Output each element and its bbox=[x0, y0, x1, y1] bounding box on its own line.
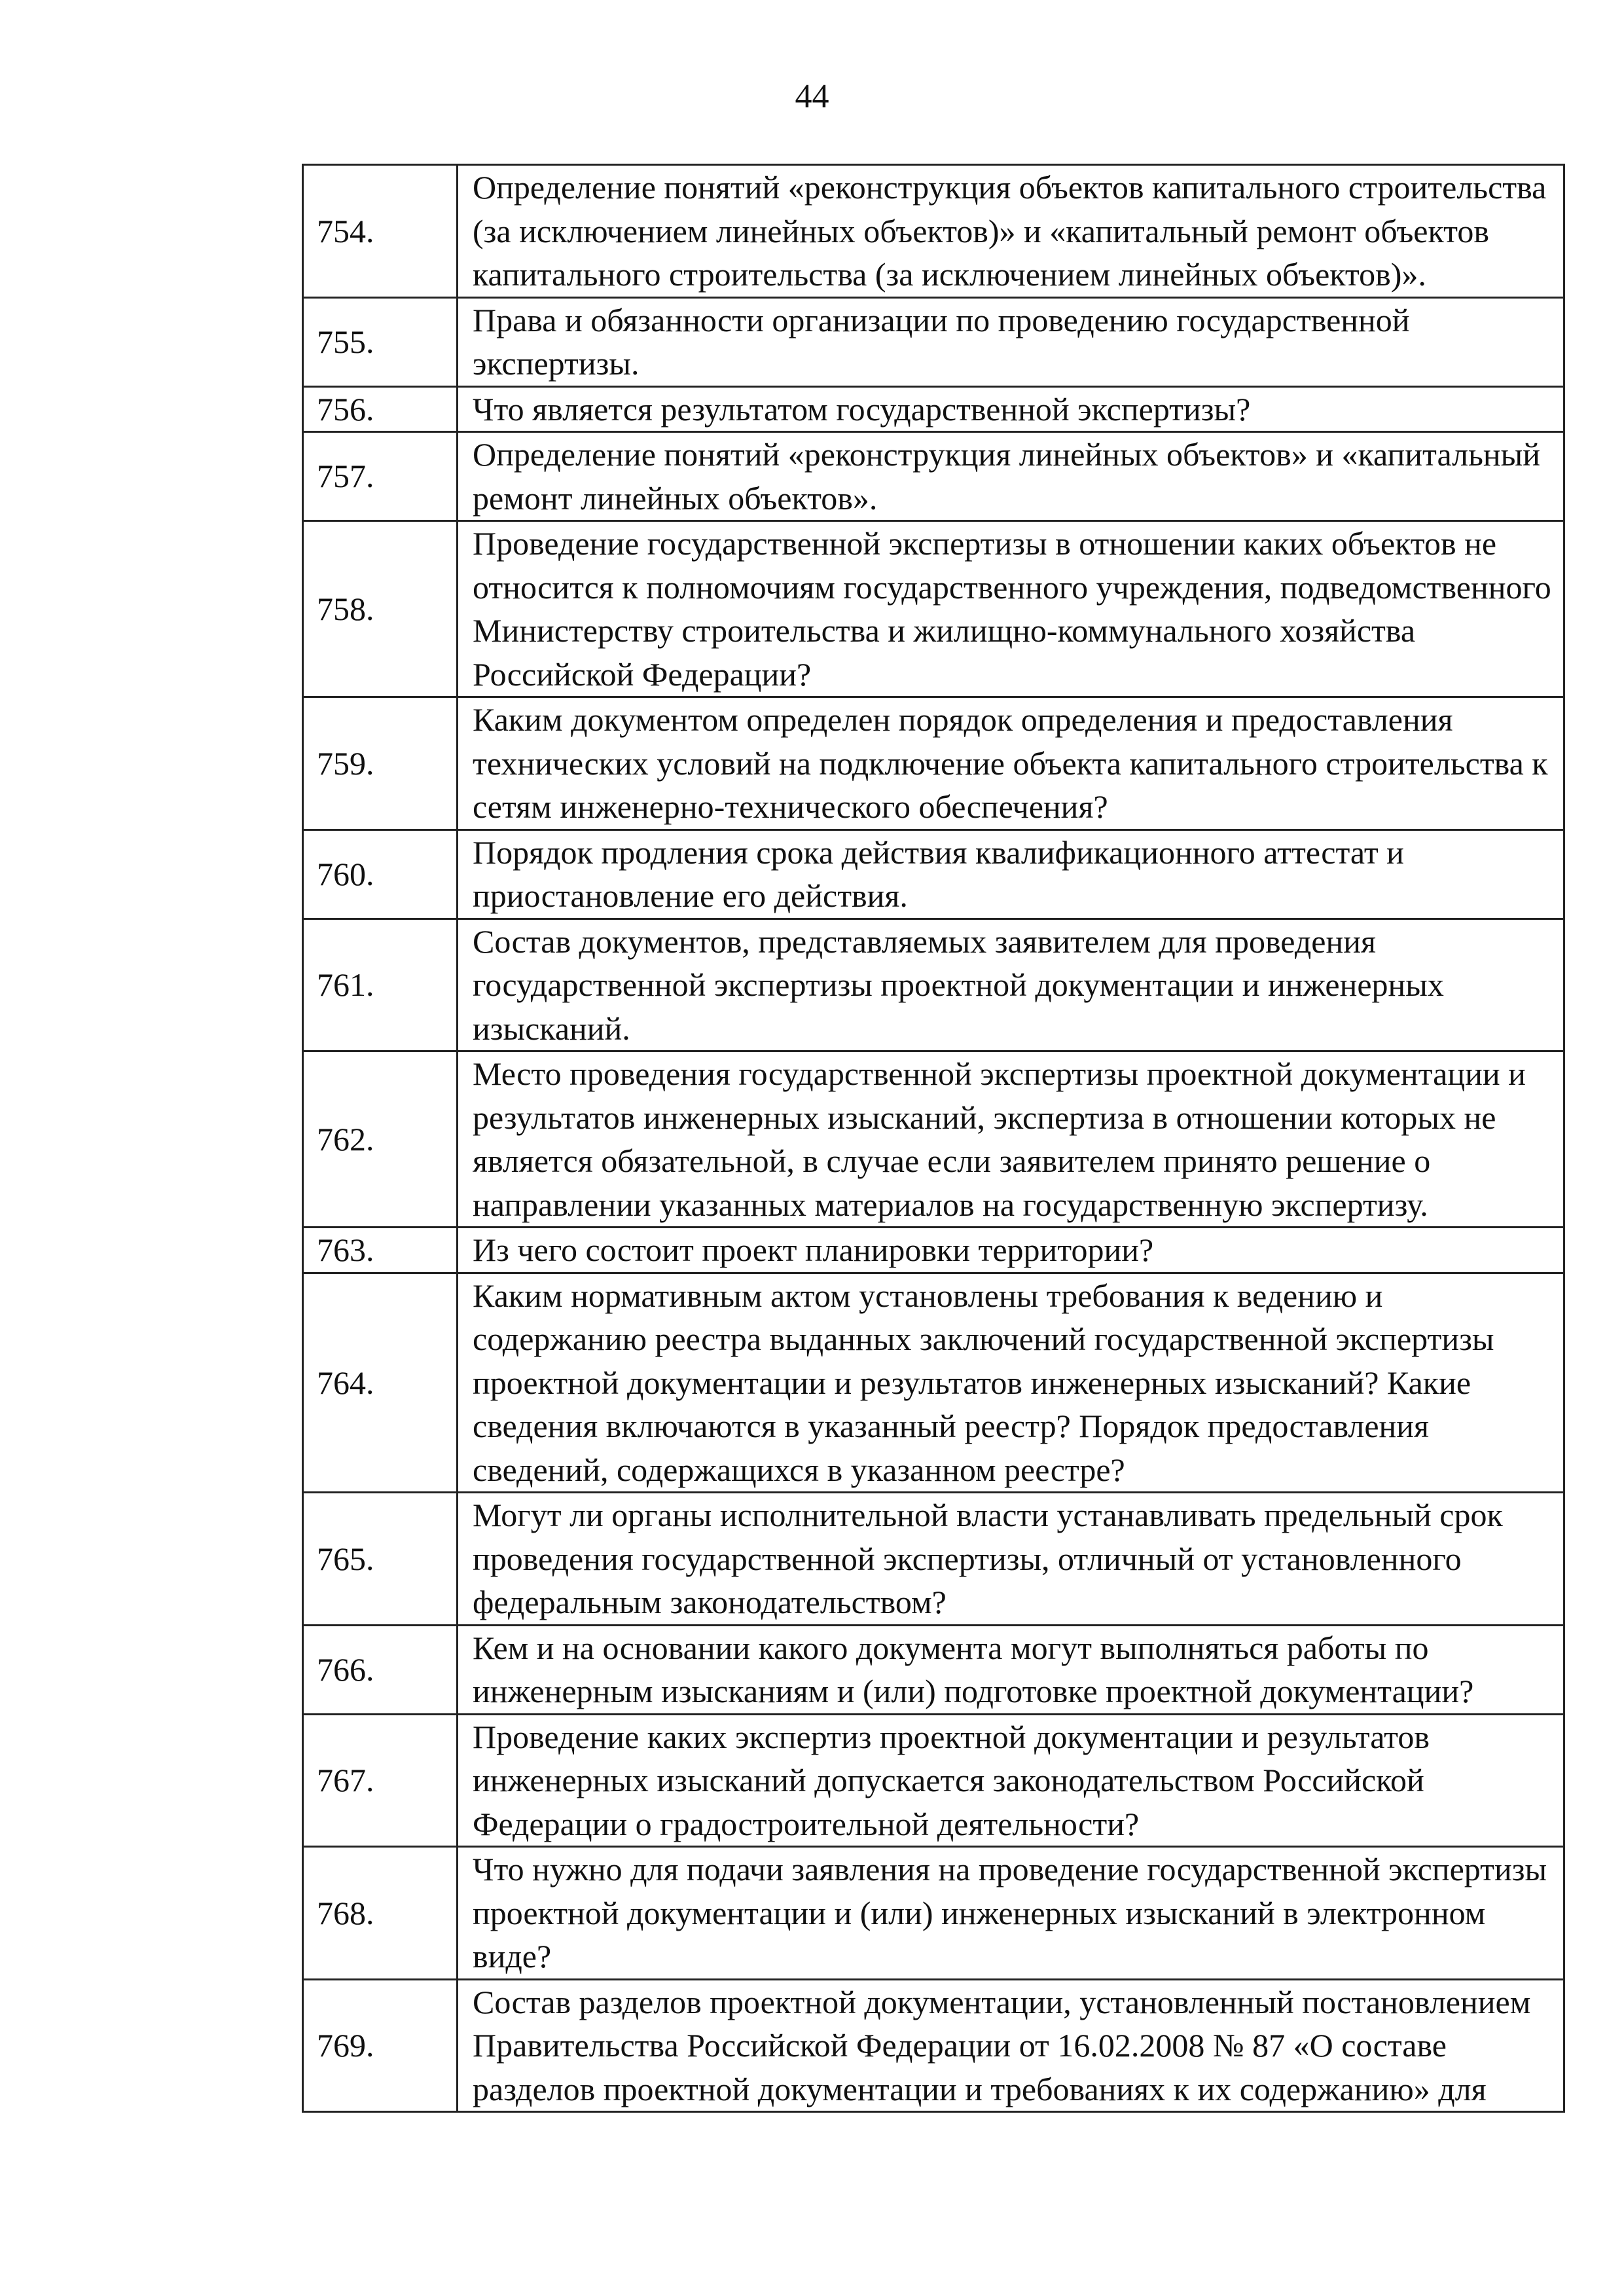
row-text: Что является результатом государственной экспертизы? bbox=[458, 386, 1564, 432]
table-row bbox=[303, 1714, 1564, 1847]
table-row bbox=[303, 521, 1564, 697]
page-number: 44 bbox=[795, 78, 829, 115]
row-number: 760. bbox=[303, 829, 458, 919]
row-text: Что нужно для подачи заявления на проведение государственной экспертизы проектной документации и (или) инженерных изысканий в электронном виде? bbox=[458, 1847, 1564, 1980]
row-text: Из чего состоит проект планировки территории? bbox=[458, 1228, 1564, 1273]
row-text: Права и обязанности организации по проведению государственной экспертизы. bbox=[458, 297, 1564, 386]
questions-table bbox=[302, 164, 1565, 2113]
row-number: 761. bbox=[303, 919, 458, 1051]
table-row bbox=[303, 297, 1564, 386]
row-text: Состав документов, представляемых заявителем для проведения государственной экспертизы проектной документации и инженерных изысканий. bbox=[458, 919, 1564, 1051]
table-row bbox=[303, 829, 1564, 919]
table-row bbox=[303, 1273, 1564, 1493]
table-row bbox=[303, 1228, 1564, 1273]
table-row bbox=[303, 1625, 1564, 1714]
row-text: Проведение государственной экспертизы в отношении каких объектов не относится к полномочиям государственного учреждения, подведомственного Министерству строительства и жилищно-коммунального хозяйства Российской Федерации? bbox=[458, 521, 1564, 697]
row-number: 769. bbox=[303, 1979, 458, 2112]
table-row bbox=[303, 432, 1564, 521]
table-row bbox=[303, 1979, 1564, 2112]
row-text: Проведение каких экспертиз проектной документации и результатов инженерных изысканий допускается законодательством Российской Федерации о градостроительной деятельности? bbox=[458, 1714, 1564, 1847]
row-number: 766. bbox=[303, 1625, 458, 1714]
table-row bbox=[303, 1847, 1564, 1980]
row-text: Определение понятий «реконструкция линейных объектов» и «капитальный ремонт линейных объектов». bbox=[458, 432, 1564, 521]
table-row bbox=[303, 165, 1564, 298]
table-row bbox=[303, 1051, 1564, 1228]
row-text: Место проведения государственной экспертизы проектной документации и результатов инженерных изысканий, экспертиза в отношении которых не является обязательной, в случае если заявителем принято решение о направлении указанных материалов на государственную экспертизу. bbox=[458, 1051, 1564, 1228]
row-number: 758. bbox=[303, 521, 458, 697]
table-row bbox=[303, 919, 1564, 1051]
row-text: Каким нормативным актом установлены требования к ведению и содержанию реестра выданных заключений государственной экспертизы проектной документации и результатов инженерных изысканий? Какие сведения включаются в указанный реестр? Порядок предоставления сведений, содержащихся в указанном реестре? bbox=[458, 1273, 1564, 1493]
row-text: Состав разделов проектной документации, установленный постановлением Правительства Российской Федерации от 16.02.2008 № 87 «О составе разделов проектной документации и требованиях к их содержанию» для bbox=[458, 1979, 1564, 2112]
row-number: 755. bbox=[303, 297, 458, 386]
table-row bbox=[303, 1493, 1564, 1626]
table-row bbox=[303, 697, 1564, 830]
row-number: 767. bbox=[303, 1714, 458, 1847]
row-number: 768. bbox=[303, 1847, 458, 1980]
row-number: 757. bbox=[303, 432, 458, 521]
row-number: 756. bbox=[303, 386, 458, 432]
row-number: 764. bbox=[303, 1273, 458, 1493]
table-row bbox=[303, 386, 1564, 432]
row-number: 765. bbox=[303, 1493, 458, 1626]
row-text: Могут ли органы исполнительной власти устанавливать предельный срок проведения государственной экспертизы, отличный от установленного федеральным законодательством? bbox=[458, 1493, 1564, 1626]
row-number: 763. bbox=[303, 1228, 458, 1273]
row-text: Кем и на основании какого документа могут выполняться работы по инженерным изысканиям и (или) подготовке проектной документации? bbox=[458, 1625, 1564, 1714]
row-text: Каким документом определен порядок определения и предоставления технических условий на подключение объекта капитального строительства к сетям инженерно-технического обеспечения? bbox=[458, 697, 1564, 830]
row-text: Определение понятий «реконструкция объектов капитального строительства (за исключением линейных объектов)» и «капитальный ремонт объектов капитального строительства (за исключением линейных объектов)». bbox=[458, 165, 1564, 298]
row-number: 762. bbox=[303, 1051, 458, 1228]
row-number: 754. bbox=[303, 165, 458, 298]
row-number: 759. bbox=[303, 697, 458, 830]
row-text: Порядок продления срока действия квалификационного аттестат и приостановление его действия. bbox=[458, 829, 1564, 919]
